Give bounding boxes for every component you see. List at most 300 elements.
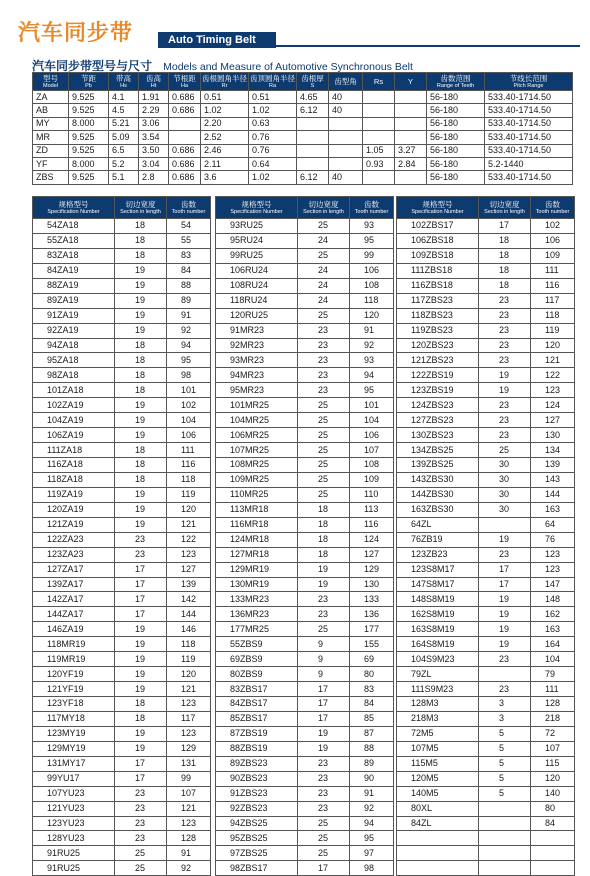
table-row [216,682,394,697]
section-width: 19 [298,577,350,592]
tooth-number: 147 [531,577,575,592]
spec-number: 55ZBS9 [216,637,298,652]
list-column-header [350,197,394,219]
spec-cell [329,144,363,157]
section-width: 18 [115,368,167,383]
header-en: Pb [85,82,92,89]
section-width: 17 [298,861,350,876]
table-row [216,502,394,517]
section-width: 17 [115,592,167,607]
spec-number: 94MR23 [216,368,298,383]
table-row [397,443,575,458]
spec-cell: 6.12 [297,104,329,117]
table-row [216,622,394,637]
table-row [33,711,211,726]
tooth-number: 89 [350,756,394,771]
spec-cell: 0.686 [169,91,201,104]
spec-cell [169,131,201,144]
section-width: 25 [298,443,350,458]
header-en: Model [43,82,58,89]
spec-number: 64ZL [397,517,479,532]
section-width: 19 [115,293,167,308]
tooth-number: 89 [167,293,211,308]
tooth-number: 163 [531,502,575,517]
table-row [397,233,575,248]
spec-cell [395,131,427,144]
table-row [33,562,211,577]
tooth-number: 101 [167,383,211,398]
spec-number: 104ZA19 [33,413,115,428]
table-row [33,652,211,667]
table-row [33,308,211,323]
section-width: 30 [479,472,531,487]
spec-number [397,846,479,861]
table-row [216,562,394,577]
tooth-number: 122 [531,368,575,383]
tooth-number: 124 [531,398,575,413]
tooth-number: 92 [350,338,394,353]
section-width: 17 [115,771,167,786]
section-width: 17 [298,697,350,712]
table-row [216,428,394,443]
spec-number: 107M5 [397,741,479,756]
section-width: 18 [298,502,350,517]
list-header-row [397,197,575,219]
table-row [33,233,211,248]
section-width: 23 [298,607,350,622]
spec-cell: 56-180 [427,131,485,144]
spec-number: 84ZBS17 [216,697,298,712]
section-width: 19 [479,592,531,607]
tooth-number: 106 [531,233,575,248]
spec-number: 127ZBS23 [397,413,479,428]
tooth-number: 139 [531,458,575,473]
tooth-number: 93 [350,219,394,234]
spec-cell [395,104,427,117]
tooth-number: 123 [167,816,211,831]
spec-number: 104MR25 [216,413,298,428]
table-row [397,472,575,487]
section-width: 19 [115,741,167,756]
section-width: 18 [115,697,167,712]
table-row [33,413,211,428]
spec-number: 122ZBS19 [397,368,479,383]
table-row [397,711,575,726]
tooth-number: 123 [531,547,575,562]
header-cn: 齿高 [146,73,161,83]
spec-cell: 2.11 [201,157,249,170]
tooth-number: 118 [350,293,394,308]
title-banner: Auto Timing Belt [158,32,276,48]
spec-number: 92ZA19 [33,323,115,338]
header-en: Tooth number [171,208,206,215]
spec-cell: 533.40-1714.50 [485,117,573,130]
section-width: 19 [479,368,531,383]
tooth-number: 97 [350,846,394,861]
header-en: S [310,82,315,89]
header-cn: Y [407,76,413,86]
tooth-number: 119 [531,323,575,338]
table-row [33,726,211,741]
subtitle-en: Models and Measure of Automotive Synchronous Belt [163,61,413,73]
spec-cell: 2.52 [201,131,249,144]
tooth-number: 98 [167,368,211,383]
spec-number: 127MR18 [216,547,298,562]
spec-number: 91RU25 [33,846,115,861]
table-row [397,502,575,517]
spec-cell: 2.46 [201,144,249,157]
spec-cell: 533.40-1714.50 [485,131,573,144]
header-en: Ha [180,82,189,89]
spec-number: 80ZBS9 [216,667,298,682]
table-row [397,607,575,622]
spec-cell: 1.02 [249,171,297,184]
spec-row [33,104,573,117]
spec-number: 69ZBS9 [216,652,298,667]
section-width: 17 [115,756,167,771]
tooth-number: 140 [531,786,575,801]
spec-number: 123ZA23 [33,547,115,562]
table-row [397,413,575,428]
spec-cell: 5.09 [109,131,139,144]
spec-cell: 3.6 [201,171,249,184]
spec-cell [297,117,329,130]
table-row [33,697,211,712]
spec-cell: 3.06 [139,117,169,130]
section-width: 23 [115,831,167,846]
spec-number: 164S8M19 [397,637,479,652]
spec-cell: 1.02 [249,104,297,117]
section-width [479,831,531,846]
table-row [216,308,394,323]
table-row [33,368,211,383]
header [0,0,590,56]
table-row [33,846,211,861]
tooth-number: 116 [531,278,575,293]
spec-cell: 6.12 [297,171,329,184]
table-row [33,637,211,652]
table-row [216,487,394,502]
table-row [33,248,211,263]
table-row [33,458,211,473]
table-row [33,353,211,368]
spec-number: 122ZA23 [33,532,115,547]
spec-number: 162S8M19 [397,607,479,622]
tooth-number: 146 [167,622,211,637]
spec-number: 108MR25 [216,458,298,473]
section-width: 23 [115,801,167,816]
table-row [397,816,575,831]
spec-number: 144ZBS30 [397,487,479,502]
tooth-number: 92 [167,861,211,876]
tooth-number: 123 [167,547,211,562]
spec-number: 107MR25 [216,443,298,458]
tooth-number [531,861,575,876]
section-width [479,517,531,532]
table-row [33,741,211,756]
section-width: 30 [479,487,531,502]
tooth-number: 88 [167,278,211,293]
spec-number: 117MY18 [33,711,115,726]
section-width: 23 [479,398,531,413]
spec-number: 111ZBS18 [397,263,479,278]
spec-cell: 8.000 [69,117,109,130]
table-row [397,756,575,771]
tooth-number: 99 [167,771,211,786]
table-row [216,592,394,607]
spec-column-header [169,73,201,91]
section-width: 23 [298,353,350,368]
spec-column-header [363,73,395,91]
section-width: 23 [479,682,531,697]
tooth-number: 130 [350,577,394,592]
spec-cell: 533.40-1714.50 [485,171,573,184]
table-row [397,517,575,532]
page-title: 汽车同步带 [18,21,134,46]
table-row [33,831,211,846]
spec-row [33,117,573,130]
section-width: 23 [479,338,531,353]
tooth-number: 144 [531,487,575,502]
table-row [216,697,394,712]
tooth-number: 83 [350,682,394,697]
spec-number: 134ZBS25 [397,443,479,458]
spec-cell: 2.84 [395,157,427,170]
section-width: 17 [298,711,350,726]
tooth-number: 83 [167,248,211,263]
section-width [479,801,531,816]
spec-cell: 3.04 [139,157,169,170]
tooth-number: 129 [350,562,394,577]
section-width: 19 [298,741,350,756]
table-row [33,219,211,234]
table-row [397,532,575,547]
spec-cell: 9.525 [69,131,109,144]
section-width: 23 [115,547,167,562]
tooth-number: 79 [531,667,575,682]
spec-cell: 8.000 [69,157,109,170]
tooth-number: 123 [531,562,575,577]
tooth-number: 54 [167,219,211,234]
table-row [397,487,575,502]
table-row [397,338,575,353]
list-column-header [33,197,115,219]
spec-header-row [33,73,573,91]
table-row [216,577,394,592]
spec-number: 139ZA17 [33,577,115,592]
header-en: Tooth number [354,208,389,215]
subtitle-cn: 汽车同步带型号与尺寸 [32,59,153,73]
section-width [479,816,531,831]
table-row [216,846,394,861]
tooth-number: 128 [531,697,575,712]
spec-number: 84ZA19 [33,263,115,278]
list-header-row [33,197,211,219]
spec-number: 123S8M17 [397,562,479,577]
list-column-header [397,197,479,219]
section-width [479,667,531,682]
tooth-number: 127 [350,547,394,562]
section-width: 23 [479,547,531,562]
table-row [216,323,394,338]
spec-cell: 40 [329,104,363,117]
header-cn: 齿数 [545,199,560,209]
table-row [216,771,394,786]
header-cn: 切边宽度 [489,199,520,209]
spec-cell: 40 [329,171,363,184]
table-row [216,816,394,831]
spec-number: 106ZBS18 [397,233,479,248]
spec-number: 163S8M19 [397,622,479,637]
tooth-number: 163 [531,622,575,637]
table-row [397,697,575,712]
spec-cell [395,117,427,130]
table-row [216,756,394,771]
table-row [216,741,394,756]
section-width: 24 [298,293,350,308]
section-width: 19 [115,682,167,697]
section-width: 18 [115,353,167,368]
spec-number: 131MY17 [33,756,115,771]
table-row [216,607,394,622]
table-row [397,562,575,577]
tooth-number: 127 [167,562,211,577]
tooth-number: 131 [167,756,211,771]
tooth-number: 87 [350,726,394,741]
tooth-number: 92 [167,323,211,338]
spec-cell: 0.686 [169,144,201,157]
header-en: Ra [268,82,277,89]
table-row [33,323,211,338]
spec-cell: 5.21 [109,117,139,130]
table-row [33,667,211,682]
spec-number: 118MR19 [33,637,115,652]
tooth-number: 93 [350,353,394,368]
table-row [33,293,211,308]
tooth-number: 127 [531,413,575,428]
tooth-number: 101 [350,398,394,413]
tooth-number: 129 [167,741,211,756]
section-width: 18 [115,233,167,248]
spec-number: 142ZA17 [33,592,115,607]
section-width: 23 [479,353,531,368]
spec-number: 98ZBS17 [216,861,298,876]
table-row [397,622,575,637]
tooth-number: 109 [350,472,394,487]
spec-number: 101ZA18 [33,383,115,398]
section-width: 19 [479,383,531,398]
spec-number: 106ZA19 [33,428,115,443]
spec-number: 128YU23 [33,831,115,846]
tooth-number: 123 [167,726,211,741]
section-width: 19 [479,622,531,637]
tooth-number: 121 [531,353,575,368]
section-width: 19 [479,607,531,622]
section-width: 23 [298,786,350,801]
tooth-number: 55 [167,233,211,248]
table-row [397,846,575,861]
tooth-number: 99 [350,248,394,263]
section-width: 23 [115,532,167,547]
spec-cell: 1.05 [363,144,395,157]
tooth-number: 120 [531,771,575,786]
spec-number: 116MR18 [216,517,298,532]
spec-number: 99RU25 [216,248,298,263]
table-row [33,816,211,831]
spec-cell: ZA [33,91,69,104]
spec-cell [363,171,395,184]
belt-list-1 [32,196,211,876]
spec-number: 111ZA18 [33,443,115,458]
table-row [33,547,211,562]
section-width: 9 [298,667,350,682]
section-width: 23 [298,383,350,398]
section-width: 19 [115,667,167,682]
list-column-header [531,197,575,219]
table-row [216,532,394,547]
spec-number: 93MR23 [216,353,298,368]
tooth-number: 119 [167,652,211,667]
spec-number: 115M5 [397,756,479,771]
table-row [33,861,211,876]
tooth-number: 116 [167,458,211,473]
spec-number: 83ZA18 [33,248,115,263]
tooth-number: 142 [167,592,211,607]
header-en: Section in length [484,208,525,215]
tooth-number: 104 [350,413,394,428]
spec-cell: 2.29 [139,104,169,117]
list-body [216,219,394,876]
spec-column-header [395,73,427,91]
table-row [216,517,394,532]
tooth-number: 115 [531,756,575,771]
spec-number: 139ZBS25 [397,458,479,473]
tooth-number: 91 [167,846,211,861]
spec-cell: 533.40-1714.50 [485,144,573,157]
section-width: 30 [479,458,531,473]
spec-number: 123YF18 [33,697,115,712]
section-width: 23 [479,323,531,338]
table-row [216,368,394,383]
header-cn: 带高 [116,73,131,83]
tooth-number: 88 [350,741,394,756]
section-width: 25 [298,816,350,831]
tooth-number: 95 [350,233,394,248]
header-en: Specification Number [47,208,100,215]
section-width: 18 [298,532,350,547]
section-width: 23 [115,816,167,831]
spec-cell: 5.1 [109,171,139,184]
spec-cell: 9.525 [69,91,109,104]
tooth-number: 120 [531,338,575,353]
tooth-number: 118 [167,472,211,487]
section-width: 17 [115,607,167,622]
spec-cell: 0.51 [201,91,249,104]
spec-cell: 2.8 [139,171,169,184]
table-row [397,577,575,592]
spec-number: 118ZA18 [33,472,115,487]
spec-column-header [329,73,363,91]
table-row [216,637,394,652]
header-cn: Rs [373,76,384,86]
table-row [397,308,575,323]
spec-cell [297,157,329,170]
section-width: 23 [479,652,531,667]
tooth-number: 120 [167,502,211,517]
spec-row [33,91,573,104]
subtitle [32,55,413,71]
tooth-number: 122 [167,532,211,547]
